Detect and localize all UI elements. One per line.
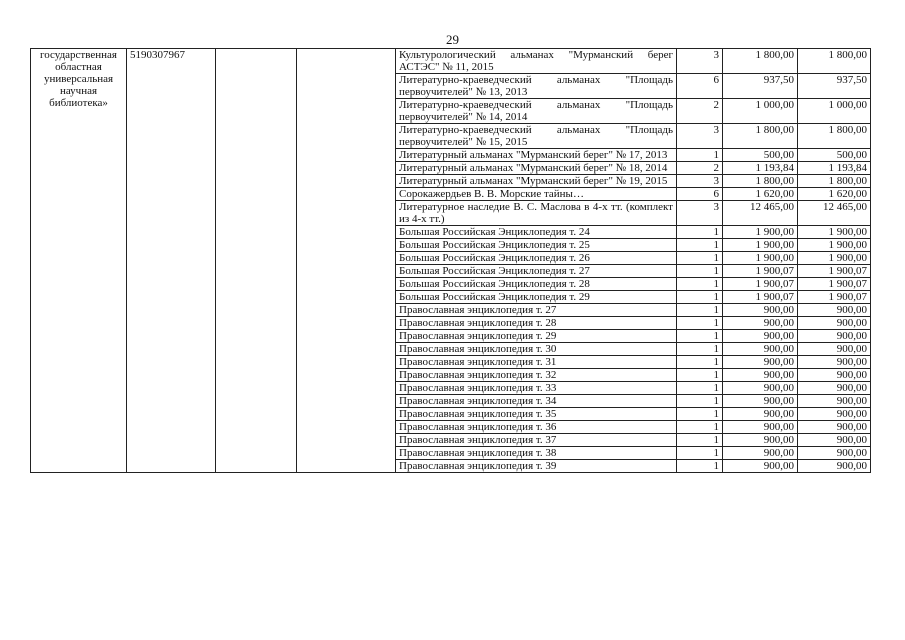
book-sum: 12 465,00 <box>798 201 871 226</box>
book-title: Большая Российская Энциклопедия т. 29 <box>396 291 677 304</box>
book-quantity: 1 <box>677 434 723 447</box>
book-price: 1 900,07 <box>723 278 798 291</box>
book-quantity: 1 <box>677 447 723 460</box>
book-quantity: 3 <box>677 201 723 226</box>
book-price: 900,00 <box>723 408 798 421</box>
book-price: 1 193,84 <box>723 162 798 175</box>
book-price: 1 620,00 <box>723 188 798 201</box>
book-price: 12 465,00 <box>723 201 798 226</box>
book-quantity: 6 <box>677 188 723 201</box>
book-sum: 900,00 <box>798 434 871 447</box>
book-sum: 1 000,00 <box>798 99 871 124</box>
book-quantity: 1 <box>677 330 723 343</box>
book-title: Православная энциклопедия т. 37 <box>396 434 677 447</box>
book-quantity: 1 <box>677 265 723 278</box>
book-sum: 900,00 <box>798 460 871 473</box>
book-price: 1 800,00 <box>723 175 798 188</box>
book-title: Православная энциклопедия т. 29 <box>396 330 677 343</box>
book-quantity: 1 <box>677 291 723 304</box>
book-quantity: 3 <box>677 175 723 188</box>
book-sum: 1 900,07 <box>798 278 871 291</box>
book-price: 1 000,00 <box>723 99 798 124</box>
book-title: Большая Российская Энциклопедия т. 27 <box>396 265 677 278</box>
book-price: 900,00 <box>723 421 798 434</box>
book-price: 900,00 <box>723 317 798 330</box>
book-title: Сорокажердьев В. В. Морские тайны… <box>396 188 677 201</box>
book-price: 1 800,00 <box>723 49 798 74</box>
book-sum: 900,00 <box>798 317 871 330</box>
book-quantity: 3 <box>677 124 723 149</box>
table-row <box>31 49 871 74</box>
book-quantity: 1 <box>677 278 723 291</box>
book-quantity: 1 <box>677 317 723 330</box>
book-price: 1 900,00 <box>723 226 798 239</box>
book-quantity: 1 <box>677 421 723 434</box>
book-quantity: 1 <box>677 369 723 382</box>
book-title: Православная энциклопедия т. 31 <box>396 356 677 369</box>
book-sum: 500,00 <box>798 149 871 162</box>
book-sum: 1 620,00 <box>798 188 871 201</box>
book-quantity: 1 <box>677 356 723 369</box>
book-title: Православная энциклопедия т. 28 <box>396 317 677 330</box>
book-price: 900,00 <box>723 369 798 382</box>
books-table <box>30 48 871 473</box>
books-table-body <box>31 49 871 473</box>
book-price: 900,00 <box>723 460 798 473</box>
book-title: Большая Российская Энциклопедия т. 28 <box>396 278 677 291</box>
book-sum: 900,00 <box>798 330 871 343</box>
book-title: Культурологический альманах "Мурманский берег АСТЭС" № 11, 2015 <box>396 49 677 74</box>
book-sum: 900,00 <box>798 395 871 408</box>
book-sum: 900,00 <box>798 447 871 460</box>
book-title: Литературно-краеведческий альманах "Площадь первоучителей" № 13, 2013 <box>396 74 677 99</box>
book-price: 900,00 <box>723 447 798 460</box>
book-title: Большая Российская Энциклопедия т. 25 <box>396 239 677 252</box>
book-quantity: 2 <box>677 162 723 175</box>
page-number: 29 <box>446 32 459 47</box>
book-title: Литературно-краеведческий альманах "Площадь первоучителей" № 15, 2015 <box>396 124 677 149</box>
book-sum: 1 900,00 <box>798 252 871 265</box>
book-price: 900,00 <box>723 356 798 369</box>
book-title: Православная энциклопедия т. 36 <box>396 421 677 434</box>
book-title: Православная энциклопедия т. 35 <box>396 408 677 421</box>
book-quantity: 1 <box>677 239 723 252</box>
book-title: Литературный альманах "Мурманский берег" № 17, 2013 <box>396 149 677 162</box>
book-quantity: 1 <box>677 226 723 239</box>
book-title: Литературно-краеведческий альманах "Площадь первоучителей" № 14, 2014 <box>396 99 677 124</box>
organization-inn: 5190307967 <box>127 49 216 473</box>
book-price: 900,00 <box>723 395 798 408</box>
book-title: Православная энциклопедия т. 32 <box>396 369 677 382</box>
book-title: Большая Российская Энциклопедия т. 26 <box>396 252 677 265</box>
book-price: 1 900,00 <box>723 239 798 252</box>
book-title: Литературный альманах "Мурманский берег" № 18, 2014 <box>396 162 677 175</box>
book-quantity: 6 <box>677 74 723 99</box>
book-sum: 900,00 <box>798 421 871 434</box>
book-quantity: 1 <box>677 408 723 421</box>
book-sum: 900,00 <box>798 382 871 395</box>
book-price: 1 900,07 <box>723 291 798 304</box>
book-sum: 900,00 <box>798 356 871 369</box>
book-title: Православная энциклопедия т. 27 <box>396 304 677 317</box>
book-quantity: 1 <box>677 304 723 317</box>
book-title: Православная энциклопедия т. 39 <box>396 460 677 473</box>
book-sum: 900,00 <box>798 343 871 356</box>
organization-name: государственная областная универсальная научная библиотека» <box>31 49 127 473</box>
book-price: 937,50 <box>723 74 798 99</box>
book-sum: 900,00 <box>798 304 871 317</box>
book-price: 1 800,00 <box>723 124 798 149</box>
book-price: 1 900,00 <box>723 252 798 265</box>
book-quantity: 1 <box>677 460 723 473</box>
book-title: Большая Российская Энциклопедия т. 24 <box>396 226 677 239</box>
empty-cell <box>216 49 297 473</box>
book-title: Православная энциклопедия т. 33 <box>396 382 677 395</box>
book-sum: 1 900,07 <box>798 291 871 304</box>
book-sum: 1 800,00 <box>798 175 871 188</box>
book-quantity: 1 <box>677 252 723 265</box>
book-price: 500,00 <box>723 149 798 162</box>
book-title: Православная энциклопедия т. 30 <box>396 343 677 356</box>
book-sum: 1 800,00 <box>798 124 871 149</box>
book-price: 900,00 <box>723 382 798 395</box>
book-sum: 1 193,84 <box>798 162 871 175</box>
empty-cell <box>297 49 396 473</box>
book-quantity: 3 <box>677 49 723 74</box>
book-title: Православная энциклопедия т. 38 <box>396 447 677 460</box>
book-sum: 1 800,00 <box>798 49 871 74</box>
book-sum: 1 900,07 <box>798 265 871 278</box>
book-sum: 937,50 <box>798 74 871 99</box>
book-quantity: 1 <box>677 382 723 395</box>
book-quantity: 1 <box>677 149 723 162</box>
book-sum: 1 900,00 <box>798 226 871 239</box>
book-title: Литературный альманах "Мурманский берег" № 19, 2015 <box>396 175 677 188</box>
book-quantity: 2 <box>677 99 723 124</box>
book-price: 900,00 <box>723 330 798 343</box>
book-title: Литературное наследие В. С. Маслова в 4-х тт. (комплект из 4-х тт.) <box>396 201 677 226</box>
book-price: 900,00 <box>723 434 798 447</box>
book-price: 1 900,07 <box>723 265 798 278</box>
book-price: 900,00 <box>723 343 798 356</box>
book-quantity: 1 <box>677 395 723 408</box>
book-sum: 900,00 <box>798 408 871 421</box>
book-sum: 1 900,00 <box>798 239 871 252</box>
book-title: Православная энциклопедия т. 34 <box>396 395 677 408</box>
book-sum: 900,00 <box>798 369 871 382</box>
book-quantity: 1 <box>677 343 723 356</box>
book-price: 900,00 <box>723 304 798 317</box>
